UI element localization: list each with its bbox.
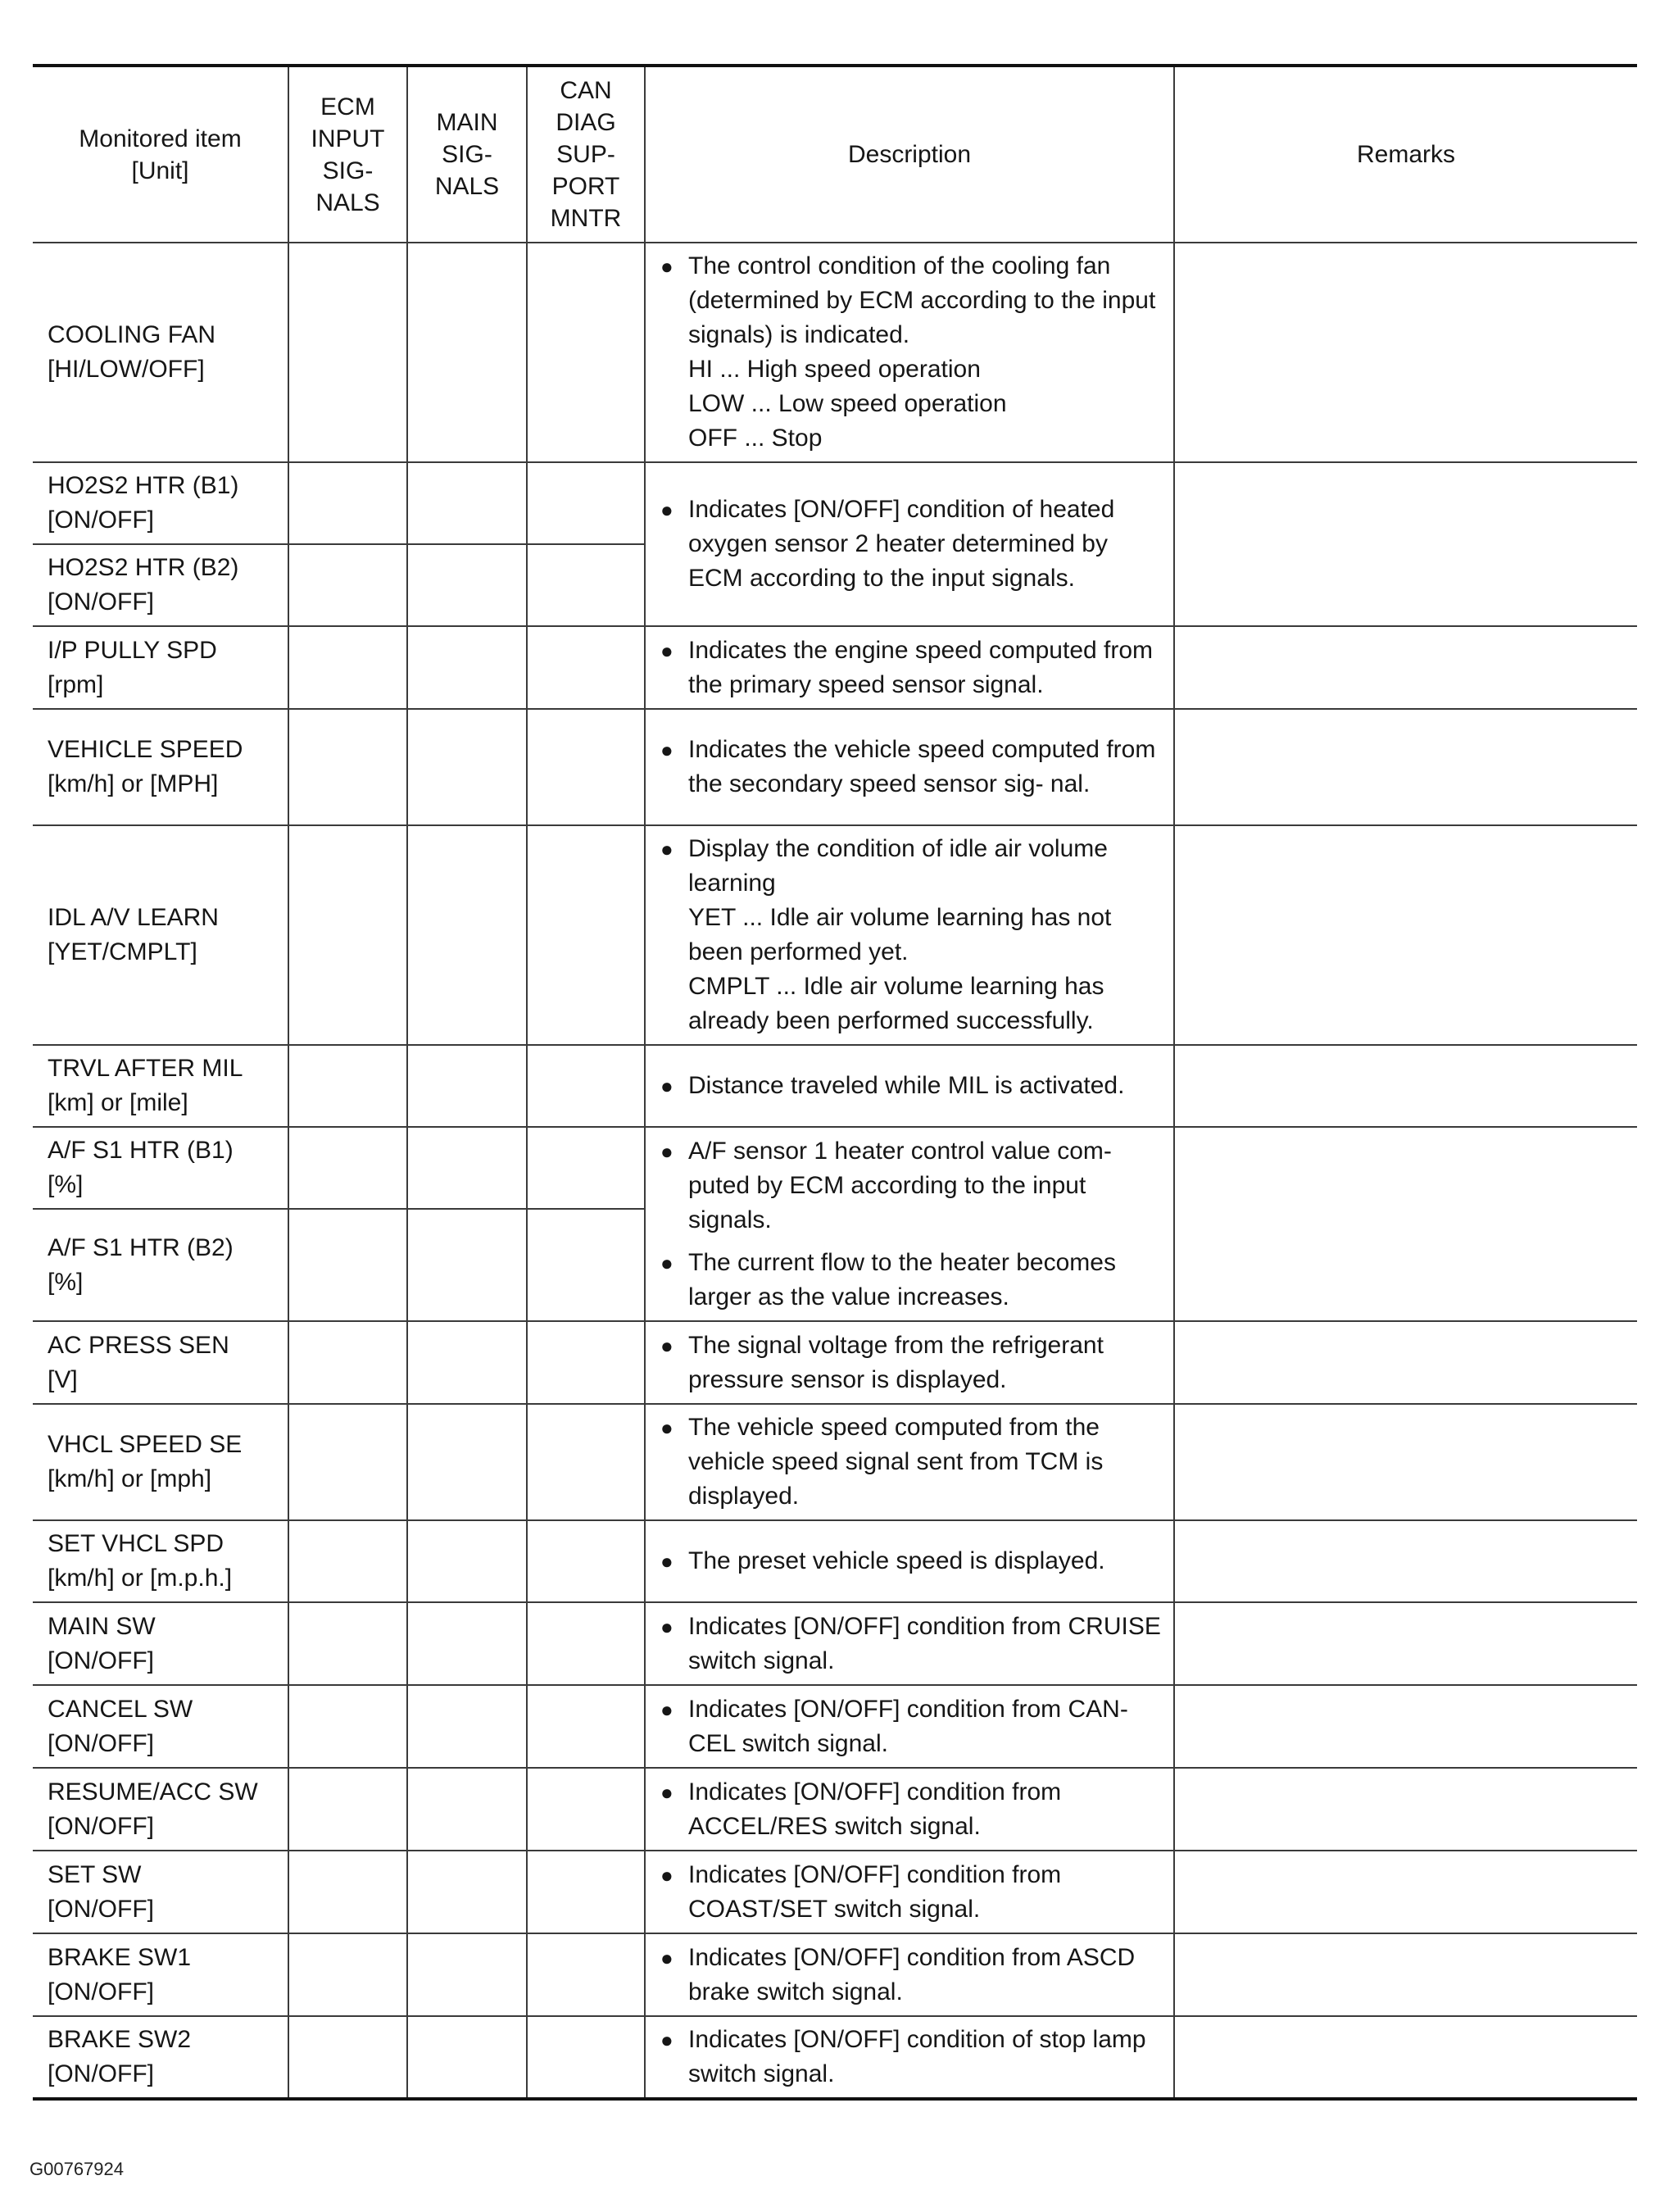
description-cell	[645, 1520, 1174, 1602]
table-row	[33, 2016, 1637, 2099]
description-bullet: ● Indicates the engine speed computed from the primary speed sensor signal.	[660, 634, 1165, 702]
item-unit: [%]	[48, 1268, 84, 1296]
remarks-cell	[1174, 243, 1637, 462]
monitored-item-cell	[33, 462, 288, 544]
remarks-cell	[1174, 462, 1637, 626]
ecm-input-signals-cell	[288, 544, 407, 626]
ecm-input-signals-cell	[288, 1520, 407, 1602]
description-cell	[645, 1685, 1174, 1768]
description-bullet: ● Indicates [ON/OFF] condition from CAN- CEL switch signal.	[660, 1692, 1165, 1761]
table-row	[33, 626, 1637, 709]
monitored-item-cell	[33, 1933, 288, 2016]
description-cell	[645, 243, 1174, 462]
ecm-input-signals-cell	[288, 825, 407, 1045]
item-unit: [ON/OFF]	[48, 1978, 154, 2005]
main-signals-cell	[407, 2016, 527, 2099]
description-bullet: ● Distance traveled while MIL is activated.	[660, 1069, 1165, 1103]
item-unit: [YET/CMPLT]	[48, 938, 197, 965]
monitored-item-cell	[33, 709, 288, 825]
ecm-input-signals-cell	[288, 1321, 407, 1404]
remarks-cell	[1174, 1404, 1637, 1520]
monitored-item-cell	[33, 544, 288, 626]
remarks-cell	[1174, 2016, 1637, 2099]
item-unit: [ON/OFF]	[48, 2060, 154, 2087]
main-signals-cell	[407, 1520, 527, 1602]
table-row	[33, 1768, 1637, 1851]
ecm-input-signals-cell	[288, 1685, 407, 1768]
header-remarks: Remarks	[1174, 66, 1637, 243]
remarks-cell	[1174, 825, 1637, 1045]
monitored-item-cell	[33, 2016, 288, 2099]
remarks-cell	[1174, 1321, 1637, 1404]
item-unit: [ON/OFF]	[48, 506, 154, 534]
item-unit: [V]	[48, 1365, 78, 1393]
item-name: BRAKE SW2	[48, 2026, 192, 2053]
item-unit: [%]	[48, 1171, 84, 1198]
item-name: SET SW	[48, 1860, 142, 1888]
description-bullet: ● The signal voltage from the refrigerant pressure sensor is displayed.	[660, 1329, 1165, 1397]
item-name: A/F S1 HTR (B2)	[48, 1233, 234, 1261]
main-signals-cell	[407, 1851, 527, 1933]
main-signals-cell	[407, 1321, 527, 1404]
header-monitored-item: Monitored item [Unit]	[33, 66, 288, 243]
item-unit: [ON/OFF]	[48, 1895, 154, 1923]
header-can-diag-support-mntr: CAN DIAG SUP- PORT MNTR	[527, 66, 645, 243]
description-bullet: ● Indicates [ON/OFF] condition from ASCD brake switch signal.	[660, 1941, 1165, 2010]
item-name: A/F S1 HTR (B1)	[48, 1137, 234, 1164]
ecm-input-signals-cell	[288, 709, 407, 825]
main-signals-cell	[407, 1127, 527, 1209]
monitored-item-cell	[33, 626, 288, 709]
item-unit: [km/h] or [MPH]	[48, 770, 219, 797]
item-name: AC PRESS SEN	[48, 1331, 229, 1359]
item-name: I/P PULLY SPD	[48, 636, 217, 664]
ecm-input-signals-cell	[288, 1602, 407, 1685]
description-cell	[645, 1127, 1174, 1321]
ecm-input-signals-cell	[288, 1404, 407, 1520]
table-row	[33, 1851, 1637, 1933]
can-diag-cell	[527, 626, 645, 709]
monitored-item-cell	[33, 1768, 288, 1851]
can-diag-cell	[527, 1851, 645, 1933]
remarks-cell	[1174, 1768, 1637, 1851]
remarks-cell	[1174, 626, 1637, 709]
item-name: RESUME/ACC SW	[48, 1778, 258, 1805]
ecm-input-signals-cell	[288, 1933, 407, 2016]
remarks-cell	[1174, 709, 1637, 825]
table-row	[33, 1321, 1637, 1404]
can-diag-cell	[527, 243, 645, 462]
item-name: CANCEL SW	[48, 1695, 193, 1723]
main-signals-cell	[407, 1933, 527, 2016]
table-row	[33, 1685, 1637, 1768]
main-signals-cell	[407, 626, 527, 709]
can-diag-cell	[527, 1933, 645, 2016]
main-signals-cell	[407, 544, 527, 626]
item-name: SET VHCL SPD	[48, 1530, 224, 1557]
remarks-cell	[1174, 1602, 1637, 1685]
description-cell	[645, 1933, 1174, 2016]
monitored-item-cell	[33, 1520, 288, 1602]
description-cell	[645, 709, 1174, 825]
can-diag-cell	[527, 1321, 645, 1404]
table-row	[33, 462, 1637, 544]
remarks-cell	[1174, 1933, 1637, 2016]
ecm-input-signals-cell	[288, 626, 407, 709]
table-row	[33, 1127, 1637, 1209]
description-cell	[645, 1321, 1174, 1404]
table-row	[33, 1602, 1637, 1685]
ecm-input-signals-cell	[288, 462, 407, 544]
ecm-input-signals-cell	[288, 1045, 407, 1127]
description-cell	[645, 1768, 1174, 1851]
description-cell	[645, 1851, 1174, 1933]
figure-code: G00767924	[29, 2159, 124, 2179]
table-row	[33, 243, 1637, 462]
ecm-input-signals-cell	[288, 2016, 407, 2099]
item-unit: [rpm]	[48, 670, 104, 698]
remarks-cell	[1174, 1685, 1637, 1768]
description-bullet: ● Indicates the vehicle speed computed from the secondary speed sensor sig- nal.	[660, 733, 1165, 802]
description-cell	[645, 1602, 1174, 1685]
remarks-cell	[1174, 1127, 1637, 1321]
ecm-input-signals-cell	[288, 1209, 407, 1321]
description-cell	[645, 462, 1174, 626]
ecm-input-signals-cell	[288, 1127, 407, 1209]
ecm-input-signals-cell	[288, 243, 407, 462]
can-diag-cell	[527, 825, 645, 1045]
description-bullet: ● The current flow to the heater becomes larger as the value increases.	[660, 1246, 1165, 1315]
header-main-signals: MAIN SIG- NALS	[407, 66, 527, 243]
description-bullet: ● Indicates [ON/OFF] condition of heated oxygen sensor 2 heater determined by ECM according to the input signals.	[660, 493, 1165, 596]
can-diag-cell	[527, 1520, 645, 1602]
data-monitor-table-sheet	[33, 64, 1637, 2101]
monitored-item-cell	[33, 1045, 288, 1127]
data-monitor-table	[33, 64, 1637, 2101]
can-diag-cell	[527, 1685, 645, 1768]
main-signals-cell	[407, 1685, 527, 1768]
monitored-item-cell	[33, 1602, 288, 1685]
can-diag-cell	[527, 462, 645, 544]
main-signals-cell	[407, 462, 527, 544]
table-row	[33, 1404, 1637, 1520]
monitored-item-cell	[33, 243, 288, 462]
item-unit: [ON/OFF]	[48, 1729, 154, 1757]
description-cell	[645, 1045, 1174, 1127]
main-signals-cell	[407, 709, 527, 825]
monitored-item-cell	[33, 825, 288, 1045]
item-unit: [km] or [mile]	[48, 1089, 188, 1116]
item-name: IDL A/V LEARN	[48, 904, 219, 931]
description-cell	[645, 626, 1174, 709]
can-diag-cell	[527, 544, 645, 626]
item-unit: [km/h] or [mph]	[48, 1465, 212, 1492]
item-name: HO2S2 HTR (B1)	[48, 472, 239, 499]
table-row	[33, 709, 1637, 825]
description-bullet: ● The vehicle speed computed from the vehicle speed signal sent from TCM is displayed.	[660, 1410, 1165, 1514]
main-signals-cell	[407, 1209, 527, 1321]
can-diag-cell	[527, 1127, 645, 1209]
description-bullet: ● The control condition of the cooling fan (determined by ECM according to the input signals) is indicated. HI ... High speed operation LOW ... Low speed operation OFF ... Stop	[660, 249, 1165, 456]
item-name: COOLING FAN	[48, 321, 216, 348]
description-bullet: ● Indicates [ON/OFF] condition of stop lamp switch signal.	[660, 2023, 1165, 2092]
item-unit: [ON/OFF]	[48, 588, 154, 615]
main-signals-cell	[407, 1045, 527, 1127]
item-name: VEHICLE SPEED	[48, 736, 243, 763]
monitored-item-cell	[33, 1127, 288, 1209]
description-cell	[645, 1404, 1174, 1520]
item-unit: [ON/OFF]	[48, 1647, 154, 1674]
can-diag-cell	[527, 1045, 645, 1127]
description-bullet: ● Display the condition of idle air volume learning YET ... Idle air volume learning has not been performed yet. CMPLT ... Idle air volume learning has already been performed successfully.	[660, 832, 1165, 1038]
can-diag-cell	[527, 709, 645, 825]
can-diag-cell	[527, 1209, 645, 1321]
description-bullet: ● Indicates [ON/OFF] condition from CRUISE switch signal.	[660, 1610, 1165, 1678]
header-ecm-input-signals: ECM INPUT SIG- NALS	[288, 66, 407, 243]
table-row	[33, 825, 1637, 1045]
item-name: BRAKE SW1	[48, 1943, 192, 1971]
description-cell	[645, 2016, 1174, 2099]
description-bullet: ● Indicates [ON/OFF] condition from COAST/SET switch signal.	[660, 1858, 1165, 1927]
can-diag-cell	[527, 2016, 645, 2099]
main-signals-cell	[407, 243, 527, 462]
header-description: Description	[645, 66, 1174, 243]
description-cell	[645, 825, 1174, 1045]
can-diag-cell	[527, 1404, 645, 1520]
main-signals-cell	[407, 825, 527, 1045]
monitored-item-cell	[33, 1404, 288, 1520]
description-bullet: ● Indicates [ON/OFF] condition from ACCEL/RES switch signal.	[660, 1775, 1165, 1844]
ecm-input-signals-cell	[288, 1851, 407, 1933]
table-row	[33, 1933, 1637, 2016]
header-row	[33, 66, 1637, 243]
remarks-cell	[1174, 1045, 1637, 1127]
ecm-input-signals-cell	[288, 1768, 407, 1851]
monitored-item-cell	[33, 1685, 288, 1768]
description-bullet: ● A/F sensor 1 heater control value com- puted by ECM according to the input signals.	[660, 1134, 1165, 1238]
table-row	[33, 1045, 1637, 1127]
main-signals-cell	[407, 1602, 527, 1685]
table-row	[33, 1520, 1637, 1602]
item-name: TRVL AFTER MIL	[48, 1055, 243, 1082]
description-bullet: ● The preset vehicle speed is displayed.	[660, 1544, 1165, 1578]
can-diag-cell	[527, 1768, 645, 1851]
main-signals-cell	[407, 1768, 527, 1851]
item-name: HO2S2 HTR (B2)	[48, 554, 239, 581]
main-signals-cell	[407, 1404, 527, 1520]
remarks-cell	[1174, 1520, 1637, 1602]
monitored-item-cell	[33, 1209, 288, 1321]
item-unit: [km/h] or [m.p.h.]	[48, 1565, 233, 1592]
item-unit: [ON/OFF]	[48, 1812, 154, 1840]
monitored-item-cell	[33, 1321, 288, 1404]
remarks-cell	[1174, 1851, 1637, 1933]
item-unit: [HI/LOW/OFF]	[48, 356, 205, 383]
can-diag-cell	[527, 1602, 645, 1685]
monitored-item-cell	[33, 1851, 288, 1933]
item-name: MAIN SW	[48, 1612, 156, 1640]
item-name: VHCL SPEED SE	[48, 1431, 243, 1458]
